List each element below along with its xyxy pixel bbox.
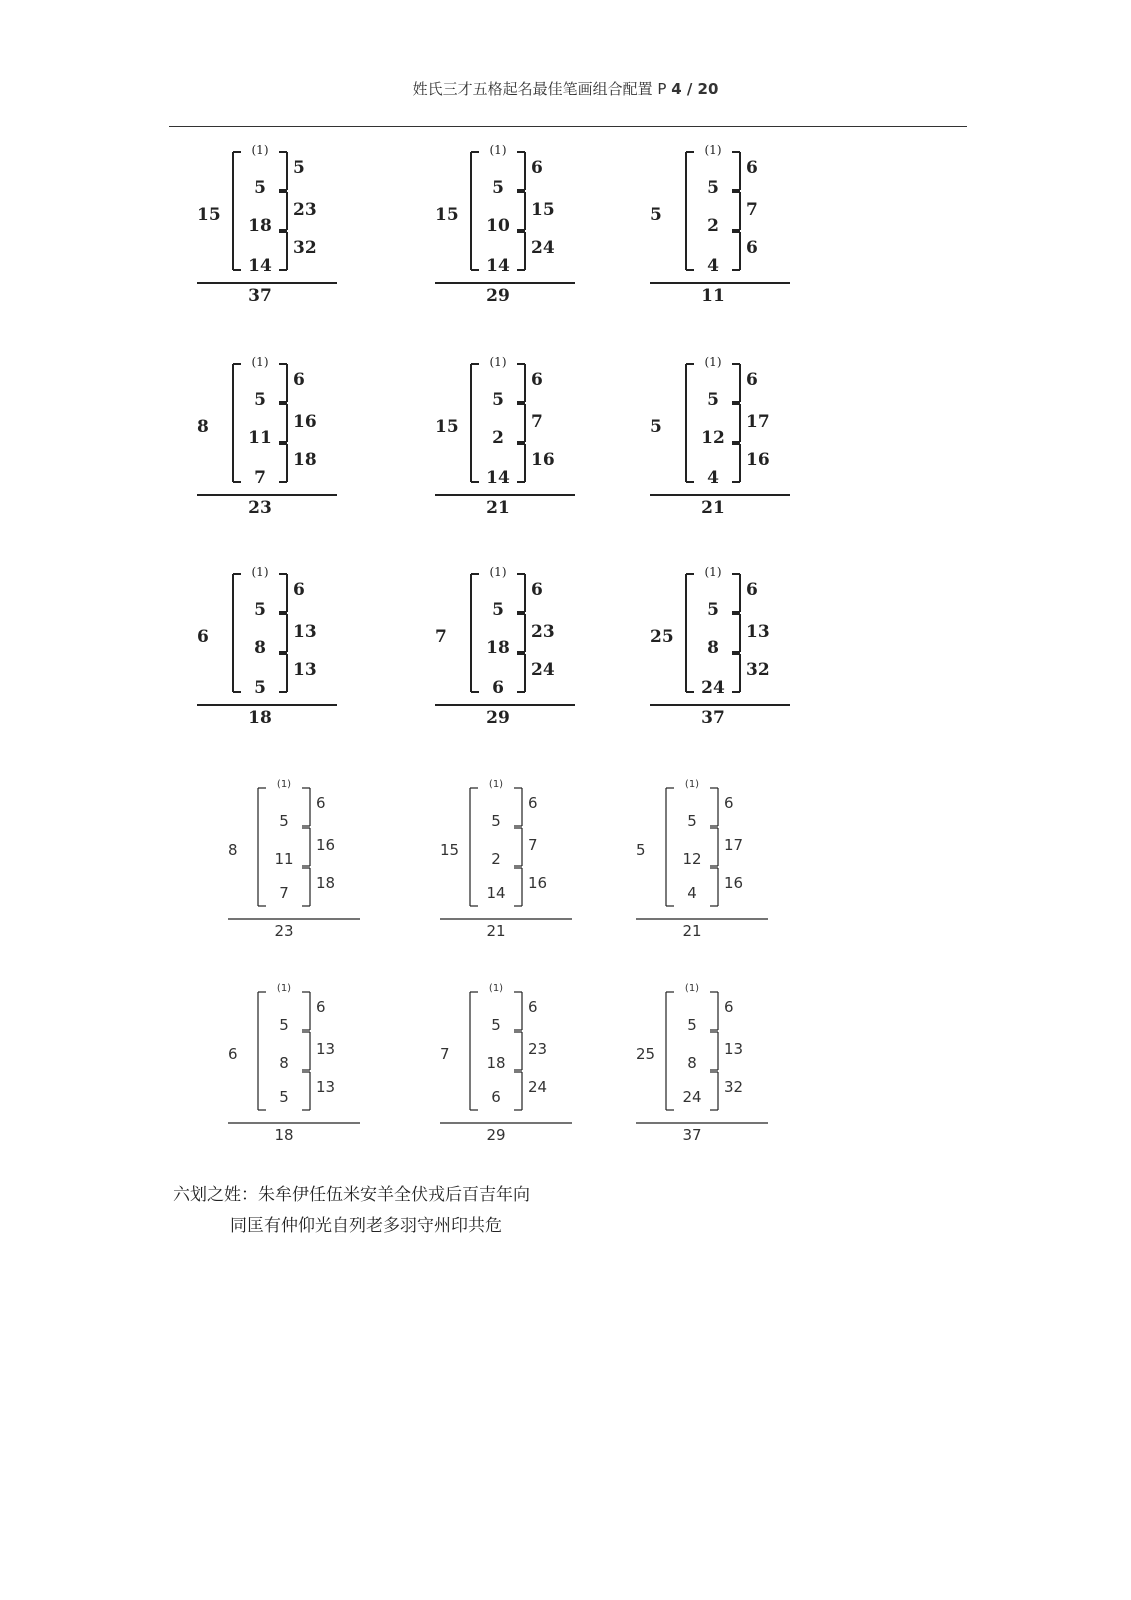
heaven-grid-value: 6 [528,794,538,812]
name-char2-strokes: 14 [486,468,510,488]
stroke-diagram [650,143,800,306]
bracket-lines [435,150,595,310]
stroke-diagram [636,983,786,1145]
total-grid-value: 29 [486,286,510,306]
earth-grid-value: 18 [316,874,336,892]
bracket-lines [197,572,357,732]
earth-grid-value: 16 [528,874,548,892]
name-char1-strokes: 8 [254,638,266,658]
total-grid-value: 21 [486,498,510,518]
external-grid-value: 15 [435,417,459,437]
total-grid-value: 21 [701,498,725,518]
surname-strokes: 5 [707,600,719,620]
name-char1-strokes: 2 [707,216,719,236]
name-char1-strokes: 8 [687,1054,697,1072]
heaven-base-value: (1) [251,565,269,579]
bracket-lines [228,990,388,1150]
heaven-base-value: (1) [489,143,507,157]
name-char1-strokes: 2 [492,428,504,448]
total-grid-value: 37 [682,1126,702,1144]
external-grid-value: 6 [228,1045,238,1063]
stroke-diagram [197,143,347,306]
surname-strokes: 5 [492,600,504,620]
stroke-diagram [650,355,800,518]
earth-grid-value: 18 [293,450,317,470]
name-char2-strokes: 5 [254,678,266,698]
total-grid-value: 23 [274,922,294,940]
bracket-lines [435,362,595,522]
person-grid-value: 13 [293,622,317,642]
person-grid-value: 23 [293,200,317,220]
surname-strokes: 5 [707,178,719,198]
bracket-lines [650,362,810,522]
person-grid-value: 13 [746,622,770,642]
external-grid-value: 15 [435,205,459,225]
stroke-diagram [435,565,585,728]
page-number: 4 / 20 [671,80,719,98]
external-grid-value: 8 [197,417,209,437]
name-char1-strokes: 12 [701,428,725,448]
external-grid-value: 8 [228,841,238,859]
bracket-lines [228,786,388,946]
heaven-base-value: (1) [684,779,700,790]
stroke-diagram [435,355,585,518]
surname-strokes: 5 [279,1016,289,1034]
name-char2-strokes: 4 [687,884,697,902]
bracket-lines [636,990,796,1150]
name-char1-strokes: 8 [279,1054,289,1072]
heaven-grid-value: 6 [293,580,305,600]
name-char1-strokes: 18 [248,216,272,236]
earth-grid-value: 24 [531,660,555,680]
heaven-grid-value: 6 [316,998,326,1016]
person-grid-value: 13 [724,1040,744,1058]
person-grid-value: 23 [531,622,555,642]
heaven-grid-value: 6 [724,794,734,812]
heaven-base-value: (1) [704,565,722,579]
name-char1-strokes: 11 [248,428,272,448]
bracket-lines [440,786,600,946]
name-char2-strokes: 7 [254,468,266,488]
name-char1-strokes: 12 [682,850,702,868]
earth-grid-value: 13 [293,660,317,680]
stroke-diagram [636,779,786,941]
bracket-lines [440,990,600,1150]
surname-strokes: 5 [254,390,266,410]
external-grid-value: 7 [435,627,447,647]
page-label: P [657,80,667,98]
person-grid-value: 7 [746,200,758,220]
person-grid-value: 7 [531,412,543,432]
external-grid-value: 25 [636,1045,656,1063]
name-char1-strokes: 18 [486,1054,506,1072]
name-char2-strokes: 6 [492,678,504,698]
surname-strokes: 5 [687,812,697,830]
heaven-base-value: (1) [488,779,504,790]
name-char2-strokes: 14 [486,256,510,276]
header-divider [169,126,967,127]
name-char1-strokes: 11 [274,850,294,868]
heaven-base-value: (1) [276,779,292,790]
earth-grid-value: 13 [316,1078,336,1096]
external-grid-value: 25 [650,627,674,647]
surname-line-1: 六划之姓：朱牟伊任伍米安羊全伏戎后百吉年向 [173,1185,530,1205]
person-grid-value: 17 [746,412,770,432]
external-grid-value: 15 [197,205,221,225]
surname-strokes: 5 [491,1016,501,1034]
heaven-grid-value: 6 [531,580,543,600]
total-grid-value: 21 [486,922,506,940]
heaven-grid-value: 6 [724,998,734,1016]
header-title: 姓氏三才五格起名最佳笔画组合配置 [412,80,653,98]
total-grid-value: 11 [701,286,725,306]
total-grid-value: 37 [701,708,725,728]
stroke-diagram [440,779,590,941]
total-grid-value: 29 [486,1126,506,1144]
earth-grid-value: 32 [724,1078,744,1096]
external-grid-value: 6 [197,627,209,647]
earth-grid-value: 32 [746,660,770,680]
heaven-base-value: (1) [704,143,722,157]
total-grid-value: 18 [274,1126,294,1144]
heaven-base-value: (1) [276,983,292,994]
heaven-grid-value: 6 [746,158,758,178]
surname-strokes: 5 [254,178,266,198]
person-grid-value: 16 [293,412,317,432]
stroke-diagram [440,983,590,1145]
person-grid-value: 15 [531,200,555,220]
bracket-lines [650,572,810,732]
total-grid-value: 37 [248,286,272,306]
heaven-base-value: (1) [684,983,700,994]
heaven-base-value: (1) [488,983,504,994]
heaven-grid-value: 6 [531,370,543,390]
surname-strokes: 5 [492,178,504,198]
bracket-lines [197,150,357,310]
heaven-base-value: (1) [704,355,722,369]
stroke-diagram [197,565,347,728]
name-char2-strokes: 14 [486,884,506,902]
stroke-diagram [228,779,378,941]
name-char2-strokes: 5 [279,1088,289,1106]
bracket-lines [435,572,595,732]
external-grid-value: 5 [636,841,646,859]
stroke-diagram [197,355,347,518]
person-grid-value: 23 [528,1040,548,1058]
heaven-grid-value: 6 [316,794,326,812]
name-char2-strokes: 7 [279,884,289,902]
heaven-grid-value: 6 [293,370,305,390]
heaven-base-value: (1) [489,355,507,369]
surname-strokes: 5 [707,390,719,410]
heaven-grid-value: 6 [746,580,758,600]
name-char2-strokes: 24 [682,1088,702,1106]
name-char1-strokes: 10 [486,216,510,236]
name-char2-strokes: 6 [491,1088,501,1106]
bracket-lines [636,786,796,946]
name-char1-strokes: 2 [491,850,501,868]
total-grid-value: 29 [486,708,510,728]
stroke-diagram [228,983,378,1145]
page-header [0,78,1131,99]
bracket-lines [197,362,357,522]
total-grid-value: 23 [248,498,272,518]
earth-grid-value: 16 [724,874,744,892]
name-char2-strokes: 24 [701,678,725,698]
stroke-diagram [435,143,585,306]
external-grid-value: 7 [440,1045,450,1063]
name-char1-strokes: 18 [486,638,510,658]
total-grid-value: 21 [682,922,702,940]
name-char2-strokes: 4 [707,256,719,276]
heaven-grid-value: 6 [531,158,543,178]
surname-strokes: 5 [687,1016,697,1034]
surname-strokes: 5 [254,600,266,620]
heaven-base-value: (1) [251,143,269,157]
earth-grid-value: 24 [531,238,555,258]
name-char1-strokes: 8 [707,638,719,658]
person-grid-value: 17 [724,836,744,854]
name-char2-strokes: 14 [248,256,272,276]
stroke-diagram [650,565,800,728]
person-grid-value: 16 [316,836,336,854]
bracket-lines [650,150,810,310]
surname-line-2: 同匡有仲仰光自列老多羽守州印共危 [230,1216,502,1236]
person-grid-value: 7 [528,836,538,854]
surname-strokes: 5 [491,812,501,830]
earth-grid-value: 24 [528,1078,548,1096]
person-grid-value: 13 [316,1040,336,1058]
earth-grid-value: 16 [531,450,555,470]
total-grid-value: 18 [248,708,272,728]
external-grid-value: 5 [650,205,662,225]
earth-grid-value: 6 [746,238,758,258]
heaven-grid-value: 5 [293,158,305,178]
external-grid-value: 5 [650,417,662,437]
earth-grid-value: 16 [746,450,770,470]
heaven-base-value: (1) [489,565,507,579]
earth-grid-value: 32 [293,238,317,258]
external-grid-value: 15 [440,841,460,859]
heaven-base-value: (1) [251,355,269,369]
surname-strokes: 5 [279,812,289,830]
surname-strokes: 5 [492,390,504,410]
surname-list [173,1180,530,1242]
name-char2-strokes: 4 [707,468,719,488]
heaven-grid-value: 6 [528,998,538,1016]
heaven-grid-value: 6 [746,370,758,390]
